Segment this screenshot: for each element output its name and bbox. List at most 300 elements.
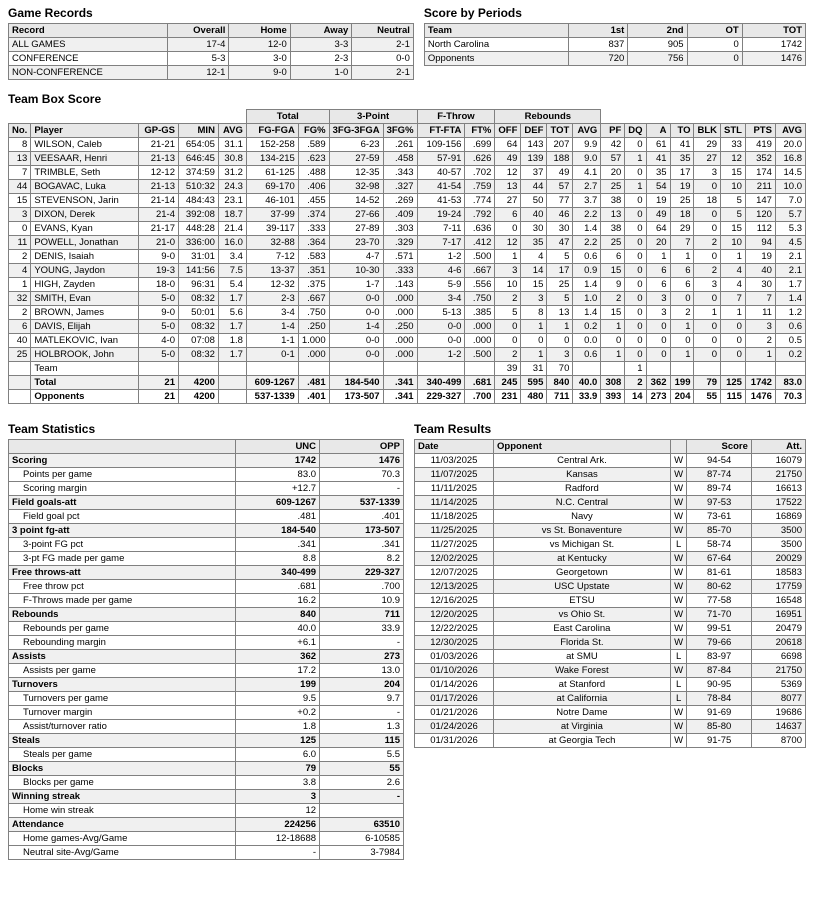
player-blk: 3 (694, 278, 721, 292)
result-row (414, 566, 805, 580)
result-wl: W (670, 566, 687, 580)
player-fg-pct: .000 (298, 348, 329, 362)
player-ft: 19-24 (417, 208, 465, 222)
table-row (9, 292, 806, 306)
player-stl: 10 (721, 236, 746, 250)
player-min: 448:28 (179, 222, 219, 236)
player-min: 654:05 (179, 138, 219, 152)
player-min: 336:00 (179, 236, 219, 250)
player-reb-avg: 0.9 (573, 264, 601, 278)
result-date: 11/27/2025 (414, 538, 493, 552)
period-team: Opponents (424, 52, 568, 66)
player-pts: 174 (745, 166, 775, 180)
col-off: OFF (495, 124, 521, 138)
player-off: 13 (495, 180, 521, 194)
player-fg: 32-88 (246, 236, 298, 250)
player-3fg: 0-0 (329, 292, 383, 306)
result-att: 16079 (751, 454, 805, 468)
player-def: 143 (521, 138, 547, 152)
stat-opp-value: 9.7 (320, 692, 404, 706)
result-row (414, 552, 805, 566)
player-tot: 13 (547, 306, 573, 320)
total-row-label: Total (31, 376, 139, 390)
result-score: 80-62 (687, 580, 751, 594)
record-neutral: 2-1 (352, 66, 414, 80)
opponents-row (9, 390, 806, 404)
stat-label: 3-point FG pct (9, 538, 236, 552)
col-1st: 1st (569, 24, 628, 38)
result-date: 12/22/2025 (414, 622, 493, 636)
col-unc: UNC (236, 440, 320, 454)
stat-unc-value: +12.7 (236, 482, 320, 496)
player-ft: 41-54 (417, 180, 465, 194)
player-ft-pct: .699 (465, 138, 495, 152)
player-3fg-pct: .000 (383, 292, 417, 306)
player-min-avg: 5.4 (218, 278, 246, 292)
stat-opp-value: 6-10585 (320, 832, 404, 846)
stat-row (9, 720, 404, 734)
record-overall: 12-1 (167, 66, 229, 80)
player-blk: 0 (694, 320, 721, 334)
player-off: 27 (495, 194, 521, 208)
stat-unc-value: 16.2 (236, 594, 320, 608)
team-cell (573, 362, 601, 376)
player-min: 646:45 (179, 152, 219, 166)
result-row (414, 608, 805, 622)
player-blk: 18 (694, 194, 721, 208)
player-off: 2 (495, 348, 521, 362)
opponents-row-cell: 537-1339 (246, 390, 298, 404)
player-name: HOLBROOK, John (31, 348, 139, 362)
player-pts: 40 (745, 264, 775, 278)
player-tot: 30 (547, 222, 573, 236)
player-dq: 0 (625, 292, 646, 306)
result-opponent: at Georgia Tech (494, 734, 671, 748)
box-score-head (9, 110, 806, 138)
player-ft: 41-53 (417, 194, 465, 208)
player-a: 6 (646, 264, 670, 278)
player-to: 18 (670, 208, 694, 222)
col-att: Att. (751, 440, 805, 454)
col-3fg: 3FG-3FGA (329, 124, 383, 138)
player-fg-pct: 1.000 (298, 334, 329, 348)
total-row-cell: .481 (298, 376, 329, 390)
stat-opp-value: 8.2 (320, 552, 404, 566)
player-off: 10 (495, 278, 521, 292)
player-a: 3 (646, 292, 670, 306)
player-pts: 112 (745, 222, 775, 236)
player-stl: 1 (721, 250, 746, 264)
period-team: North Carolina (424, 38, 568, 52)
player-reb-avg: 0.6 (573, 348, 601, 362)
player-blk: 2 (694, 236, 721, 250)
player-pts: 94 (745, 236, 775, 250)
player-ft-pct: .702 (465, 166, 495, 180)
stat-unc-value: 184-540 (236, 524, 320, 538)
period-tot: 1476 (742, 52, 805, 66)
player-tot: 17 (547, 264, 573, 278)
stat-label: Blocks (9, 762, 236, 776)
result-score: 87-74 (687, 468, 751, 482)
player-gpgs: 18-0 (139, 278, 179, 292)
opponents-row-cell: 1476 (745, 390, 775, 404)
result-score: 78-84 (687, 692, 751, 706)
stat-opp-value: 1476 (320, 454, 404, 468)
result-wl: W (670, 482, 687, 496)
player-fg: 1-1 (246, 334, 298, 348)
player-pf: 1 (601, 320, 625, 334)
player-pts: 3 (745, 320, 775, 334)
opponents-row-cell: 115 (721, 390, 746, 404)
total-row-cell (218, 376, 246, 390)
player-pf: 13 (601, 208, 625, 222)
stat-unc-value: 1.8 (236, 720, 320, 734)
table-row (9, 320, 806, 334)
team-cell (646, 362, 670, 376)
stat-label: Neutral site-Avg/Game (9, 846, 236, 860)
result-score: 79-66 (687, 636, 751, 650)
total-row-cell: 840 (547, 376, 573, 390)
team-cell (721, 362, 746, 376)
player-def: 3 (521, 292, 547, 306)
col-away: Away (290, 24, 351, 38)
top-section (8, 6, 806, 80)
player-reb-avg: 2.2 (573, 208, 601, 222)
player-reb-avg: 0.2 (573, 320, 601, 334)
player-tot: 46 (547, 208, 573, 222)
result-att: 20618 (751, 636, 805, 650)
total-row-cell: 609-1267 (246, 376, 298, 390)
player-name: WILSON, Caleb (31, 138, 139, 152)
team-cell (218, 362, 246, 376)
result-wl: L (670, 650, 687, 664)
player-gpgs: 21-13 (139, 180, 179, 194)
player-ft-pct: .000 (465, 320, 495, 334)
player-fg: 12-32 (246, 278, 298, 292)
col-ravg: AVG (573, 124, 601, 138)
player-pts: 7 (745, 292, 775, 306)
total-row-cell: 308 (601, 376, 625, 390)
stat-unc-value: 1742 (236, 454, 320, 468)
player-dq: 0 (625, 236, 646, 250)
team-stats-head (9, 440, 404, 454)
table-row (9, 250, 806, 264)
opponents-row-cell: 231 (495, 390, 521, 404)
stat-row (9, 818, 404, 832)
table-row (9, 236, 806, 250)
result-date: 12/02/2025 (414, 552, 493, 566)
player-fg-pct: .488 (298, 166, 329, 180)
player-ft: 5-9 (417, 278, 465, 292)
table-row (9, 278, 806, 292)
stat-label: Steals per game (9, 748, 236, 762)
player-3fg: 27-66 (329, 208, 383, 222)
player-fg: 46-101 (246, 194, 298, 208)
result-row (414, 622, 805, 636)
record-home: 9-0 (229, 66, 290, 80)
result-wl: W (670, 580, 687, 594)
result-opponent: ETSU (494, 594, 671, 608)
player-min: 510:32 (179, 180, 219, 194)
result-score: 94-54 (687, 454, 751, 468)
table-row (9, 152, 806, 166)
player-dq: 0 (625, 194, 646, 208)
player-min: 392:08 (179, 208, 219, 222)
player-blk: 1 (694, 306, 721, 320)
opponents-row-cell: 14 (625, 390, 646, 404)
record-neutral: 2-1 (352, 38, 414, 52)
period-tot: 1742 (742, 38, 805, 52)
player-name: STEVENSON, Jarin (31, 194, 139, 208)
result-date: 01/14/2026 (414, 678, 493, 692)
player-pts: 11 (745, 306, 775, 320)
stat-unc-value: 840 (236, 608, 320, 622)
result-row (414, 538, 805, 552)
stat-opp-value (320, 804, 404, 818)
record-neutral: 0-0 (352, 52, 414, 66)
player-avg: 10.0 (775, 180, 805, 194)
player-fg: 61-125 (246, 166, 298, 180)
result-wl: W (670, 552, 687, 566)
player-blk: 0 (694, 208, 721, 222)
player-a: 0 (646, 320, 670, 334)
col-2nd: 2nd (628, 24, 687, 38)
player-3fg: 1-7 (329, 278, 383, 292)
period-ot: 0 (687, 38, 742, 52)
stat-label: Points per game (9, 468, 236, 482)
result-date: 11/18/2025 (414, 510, 493, 524)
game-records-title: Game Records (8, 6, 93, 20)
result-opponent: Notre Dame (494, 706, 671, 720)
player-avg: 1.2 (775, 306, 805, 320)
player-name: HIGH, Zayden (31, 278, 139, 292)
stat-label: Home win streak (9, 804, 236, 818)
player-3fg: 6-23 (329, 138, 383, 152)
player-avg: 0.6 (775, 320, 805, 334)
stat-row (9, 524, 404, 538)
result-opponent: USC Upstate (494, 580, 671, 594)
stat-label: Turnovers per game (9, 692, 236, 706)
player-reb-avg: 1.4 (573, 222, 601, 236)
result-att: 14637 (751, 720, 805, 734)
stat-row (9, 762, 404, 776)
result-row (414, 692, 805, 706)
team-cell (694, 362, 721, 376)
period-2nd: 905 (628, 38, 687, 52)
col-dq: DQ (625, 124, 646, 138)
player-reb-avg: 1.4 (573, 278, 601, 292)
stat-row (9, 482, 404, 496)
stat-opp-value: 3-7984 (320, 846, 404, 860)
player-min: 08:32 (179, 292, 219, 306)
player-to: 29 (670, 222, 694, 236)
team-cell (601, 362, 625, 376)
player-off: 64 (495, 138, 521, 152)
bottom-section (8, 422, 806, 860)
player-ft-pct: .759 (465, 180, 495, 194)
player-reb-avg: 0.0 (573, 334, 601, 348)
result-row (414, 664, 805, 678)
team-cell: 31 (521, 362, 547, 376)
player-def: 139 (521, 152, 547, 166)
team-cell (670, 362, 694, 376)
player-ft: 0-0 (417, 334, 465, 348)
result-row (414, 580, 805, 594)
result-att: 20479 (751, 622, 805, 636)
stat-opp-value: 1.3 (320, 720, 404, 734)
result-opponent: vs Ohio St. (494, 608, 671, 622)
player-off: 49 (495, 152, 521, 166)
player-ft-pct: .556 (465, 278, 495, 292)
result-score: 85-80 (687, 720, 751, 734)
team-cell: 1 (625, 362, 646, 376)
player-avg: 0.2 (775, 348, 805, 362)
team-cell (179, 362, 219, 376)
result-date: 01/03/2026 (414, 650, 493, 664)
result-row (414, 734, 805, 748)
result-opponent: vs Michigan St. (494, 538, 671, 552)
group-header-row (9, 110, 806, 124)
table-row (424, 52, 805, 66)
player-stl: 12 (721, 152, 746, 166)
player-tot: 47 (547, 236, 573, 250)
stat-row (9, 594, 404, 608)
group-3point: 3-Point (329, 110, 417, 124)
table-row (9, 38, 414, 52)
player-ft-pct: .626 (465, 152, 495, 166)
player-gpgs: 21-0 (139, 236, 179, 250)
player-avg: 4.5 (775, 236, 805, 250)
player-fg: 13-37 (246, 264, 298, 278)
player-pf: 15 (601, 306, 625, 320)
stat-row (9, 538, 404, 552)
player-3fg: 4-7 (329, 250, 383, 264)
team-results-body (414, 454, 805, 748)
player-3fg-pct: .343 (383, 166, 417, 180)
result-wl: L (670, 538, 687, 552)
stat-unc-value: 12 (236, 804, 320, 818)
column-header-row (9, 124, 806, 138)
player-fg: 69-170 (246, 180, 298, 194)
player-pf: 2 (601, 292, 625, 306)
result-score: 83-97 (687, 650, 751, 664)
result-score: 97-53 (687, 496, 751, 510)
result-score: 90-95 (687, 678, 751, 692)
player-3fg-pct: .143 (383, 278, 417, 292)
team-cell (139, 362, 179, 376)
player-def: 1 (521, 320, 547, 334)
result-row (414, 482, 805, 496)
stat-unc-value: 83.0 (236, 468, 320, 482)
result-date: 11/11/2025 (414, 482, 493, 496)
total-row-cell: 340-499 (417, 376, 465, 390)
player-blk: 0 (694, 180, 721, 194)
opponents-row-cell: 273 (646, 390, 670, 404)
col-date: Date (414, 440, 493, 454)
player-to: 17 (670, 166, 694, 180)
player-a: 3 (646, 306, 670, 320)
stat-row (9, 678, 404, 692)
table-row (9, 180, 806, 194)
col-tot: TOT (742, 24, 805, 38)
stat-row (9, 692, 404, 706)
stat-label: Field goals-att (9, 496, 236, 510)
group-fthrow: F-Throw (417, 110, 495, 124)
stat-row (9, 734, 404, 748)
col-a: A (646, 124, 670, 138)
stat-row (9, 790, 404, 804)
result-row (414, 524, 805, 538)
team-rebounds-row (9, 362, 806, 376)
result-date: 01/10/2026 (414, 664, 493, 678)
total-row-cell: 79 (694, 376, 721, 390)
stat-row (9, 664, 404, 678)
player-tot: 1 (547, 320, 573, 334)
opponents-row-cell: 204 (670, 390, 694, 404)
col-overall: Overall (167, 24, 229, 38)
player-3fg-pct: .250 (383, 320, 417, 334)
player-3fg-pct: .269 (383, 194, 417, 208)
player-pf: 0 (601, 334, 625, 348)
team-cell (329, 362, 383, 376)
player-min-avg: 5.6 (218, 306, 246, 320)
team-stats-body (9, 454, 404, 860)
total-row-cell: .681 (465, 376, 495, 390)
game-records-section (8, 6, 414, 80)
player-min-avg: 23.1 (218, 194, 246, 208)
player-ft: 1-2 (417, 348, 465, 362)
stat-row (9, 846, 404, 860)
player-name: POWELL, Jonathan (31, 236, 139, 250)
player-def: 35 (521, 236, 547, 250)
group-rebounds: Rebounds (495, 110, 601, 124)
player-ft: 57-91 (417, 152, 465, 166)
player-min-avg: 1.7 (218, 292, 246, 306)
team-cell: 70 (547, 362, 573, 376)
result-score: 99-51 (687, 622, 751, 636)
result-wl: W (670, 720, 687, 734)
table-header-row (414, 440, 805, 454)
player-no: 11 (9, 236, 31, 250)
player-ft-pct: .667 (465, 264, 495, 278)
player-avg: 7.0 (775, 194, 805, 208)
stat-opp-value: 273 (320, 650, 404, 664)
box-score-body (9, 138, 806, 404)
stat-label: Turnovers (9, 678, 236, 692)
player-off: 3 (495, 264, 521, 278)
result-score: 91-75 (687, 734, 751, 748)
player-a: 61 (646, 138, 670, 152)
stat-row (9, 776, 404, 790)
result-att: 21750 (751, 664, 805, 678)
player-avg: 14.5 (775, 166, 805, 180)
player-def: 30 (521, 222, 547, 236)
player-avg: 5.7 (775, 208, 805, 222)
player-stl: 33 (721, 138, 746, 152)
result-att: 16548 (751, 594, 805, 608)
stat-label: Attendance (9, 818, 236, 832)
stat-label: Steals (9, 734, 236, 748)
player-gpgs: 9-0 (139, 250, 179, 264)
result-opponent: Florida St. (494, 636, 671, 650)
stat-row (9, 580, 404, 594)
result-opponent: Navy (494, 510, 671, 524)
player-no: 3 (9, 208, 31, 222)
table-header-row (9, 24, 414, 38)
opponents-row-cell: 711 (547, 390, 573, 404)
player-gpgs: 5-0 (139, 348, 179, 362)
player-3fg-pct: .333 (383, 264, 417, 278)
